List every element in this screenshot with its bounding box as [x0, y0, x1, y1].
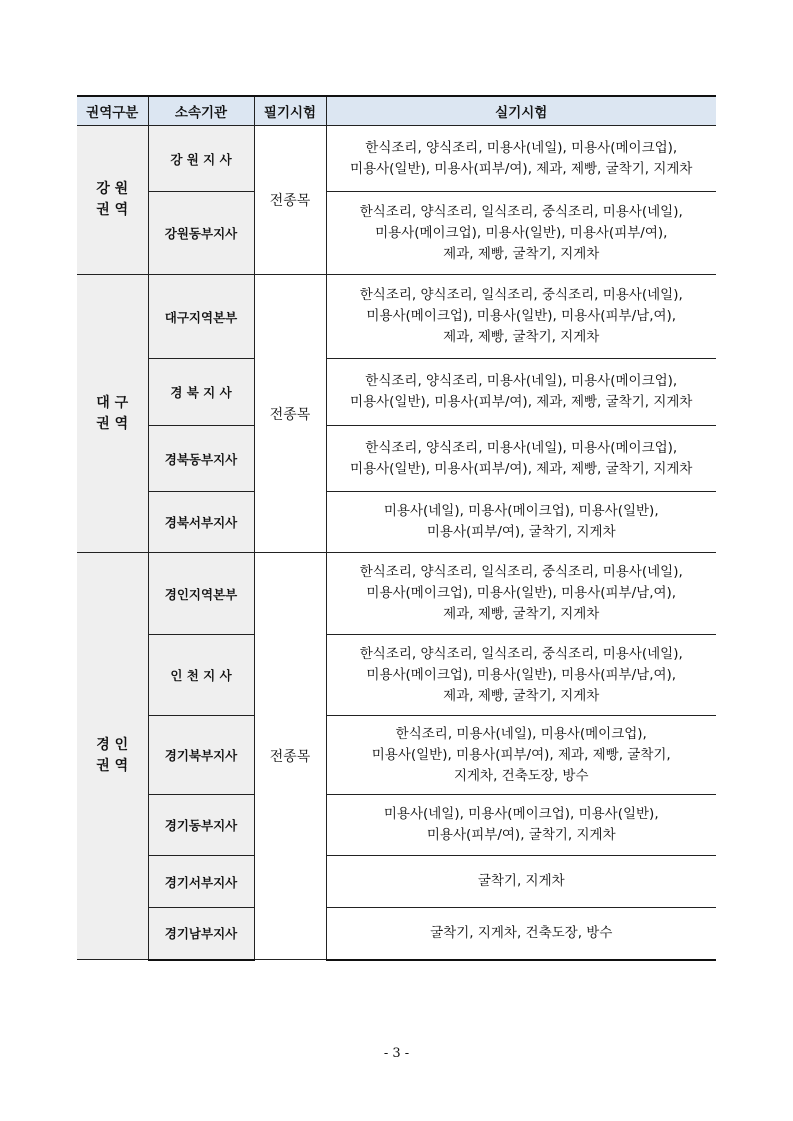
practical-line: 미용사(피부/여), 굴착기, 지게차	[426, 524, 616, 540]
table-row	[77, 126, 716, 192]
branch-cell: 경북동부지사	[148, 426, 254, 492]
region-cell	[77, 275, 148, 553]
practical-exam-cell	[326, 716, 716, 795]
table-row	[77, 275, 716, 359]
practical-line: 제과, 제빵, 굴착기, 지게차	[443, 687, 600, 704]
practical-line: 제과, 제빵, 굴착기, 지게차	[443, 606, 600, 622]
table-row	[77, 795, 716, 856]
practical-line: 한식조리, 양식조리, 일식조리, 중식조리, 미용사(네일),	[359, 287, 683, 303]
region-cell	[77, 126, 148, 275]
practical-line: 미용사(네일), 미용사(메이크업), 미용사(일반),	[383, 503, 659, 519]
region-label: 대 구	[96, 394, 129, 411]
header-branch: 소속기관	[148, 96, 254, 126]
practical-exam-cell	[326, 856, 716, 908]
practical-exam-cell	[326, 426, 716, 492]
header-row	[77, 96, 716, 126]
header-written: 필기시험	[254, 96, 326, 126]
practical-exam-cell	[326, 126, 716, 192]
table-row	[77, 908, 716, 960]
exam-schedule-table	[77, 95, 716, 961]
practical-line: 미용사(일반), 미용사(피부/여), 제과, 제빵, 굴착기, 지게차	[350, 394, 693, 410]
practical-line: 미용사(피부/여), 굴착기, 지게차	[426, 827, 616, 843]
region-cell	[77, 553, 148, 960]
header-practical: 실기시험	[326, 96, 716, 126]
branch-cell: 인 천 지 사	[148, 635, 254, 716]
table-row	[77, 426, 716, 492]
table-row	[77, 553, 716, 635]
region-label: 권 역	[96, 202, 129, 218]
header-region: 권역구분	[77, 96, 148, 126]
practical-line: 한식조리, 양식조리, 일식조리, 중식조리, 미용사(네일),	[359, 203, 683, 220]
written-exam-cell: 전종목	[254, 275, 326, 553]
practical-line: 미용사(메이크업), 미용사(일반), 미용사(피부/남,여),	[366, 666, 677, 683]
practical-line: 미용사(일반), 미용사(피부/여), 제과, 제빵, 굴착기, 지게차	[350, 460, 693, 477]
branch-cell: 경 북 지 사	[148, 359, 254, 426]
table-row	[77, 716, 716, 795]
practical-line: 미용사(메이크업), 미용사(일반), 미용사(피부/남,여),	[366, 308, 677, 324]
practical-line: 한식조리, 양식조리, 미용사(네일), 미용사(메이크업),	[365, 439, 678, 456]
practical-exam-cell	[326, 275, 716, 359]
branch-cell: 경기남부지사	[148, 908, 254, 960]
practical-line: 지게차, 건축도장, 방수	[453, 767, 589, 784]
practical-line: 굴착기, 지게차, 건축도장, 방수	[430, 924, 613, 941]
practical-line: 미용사(메이크업), 미용사(일반), 미용사(피부/여),	[375, 224, 668, 241]
table-row	[77, 192, 716, 275]
practical-exam-cell	[326, 908, 716, 960]
page-number: - 3 -	[383, 1046, 410, 1061]
practical-line: 미용사(일반), 미용사(피부/여), 제과, 제빵, 굴착기, 지게차	[350, 160, 693, 177]
practical-line: 굴착기, 지게차	[477, 873, 565, 889]
practical-exam-cell	[326, 359, 716, 426]
branch-cell: 대구지역본부	[148, 275, 254, 359]
table-row	[77, 635, 716, 716]
practical-line: 한식조리, 양식조리, 일식조리, 중식조리, 미용사(네일),	[359, 645, 683, 662]
branch-cell: 경북서부지사	[148, 492, 254, 553]
practical-line: 미용사(네일), 미용사(메이크업), 미용사(일반),	[383, 806, 659, 822]
practical-line: 미용사(메이크업), 미용사(일반), 미용사(피부/남,여),	[366, 585, 677, 601]
table-row	[77, 856, 716, 908]
region-label: 권 역	[96, 758, 129, 774]
written-exam-cell: 전종목	[254, 126, 326, 275]
practical-exam-cell	[326, 492, 716, 553]
practical-line: 미용사(일반), 미용사(피부/여), 제과, 제빵, 굴착기,	[371, 746, 671, 763]
practical-exam-cell	[326, 192, 716, 275]
practical-line: 한식조리, 미용사(네일), 미용사(메이크업),	[395, 725, 647, 742]
region-label: 경 인	[96, 737, 129, 753]
table-row	[77, 492, 716, 553]
practical-line: 한식조리, 양식조리, 미용사(네일), 미용사(메이크업),	[365, 373, 678, 389]
branch-cell: 경기서부지사	[148, 856, 254, 908]
practical-exam-cell	[326, 795, 716, 856]
region-label: 권 역	[96, 415, 129, 432]
table-row	[77, 359, 716, 426]
written-exam-cell: 전종목	[254, 553, 326, 960]
branch-cell: 경인지역본부	[148, 553, 254, 635]
practical-line: 제과, 제빵, 굴착기, 지게차	[443, 245, 600, 262]
practical-line: 제과, 제빵, 굴착기, 지게차	[443, 329, 600, 345]
branch-cell: 경기북부지사	[148, 716, 254, 795]
practical-line: 한식조리, 양식조리, 일식조리, 중식조리, 미용사(네일),	[359, 564, 683, 580]
branch-cell: 강원동부지사	[148, 192, 254, 275]
region-label: 강 원	[96, 181, 129, 197]
branch-cell: 강 원 지 사	[148, 126, 254, 192]
branch-cell: 경기동부지사	[148, 795, 254, 856]
practical-exam-cell	[326, 553, 716, 635]
practical-exam-cell	[326, 635, 716, 716]
practical-line: 한식조리, 양식조리, 미용사(네일), 미용사(메이크업),	[365, 139, 678, 156]
